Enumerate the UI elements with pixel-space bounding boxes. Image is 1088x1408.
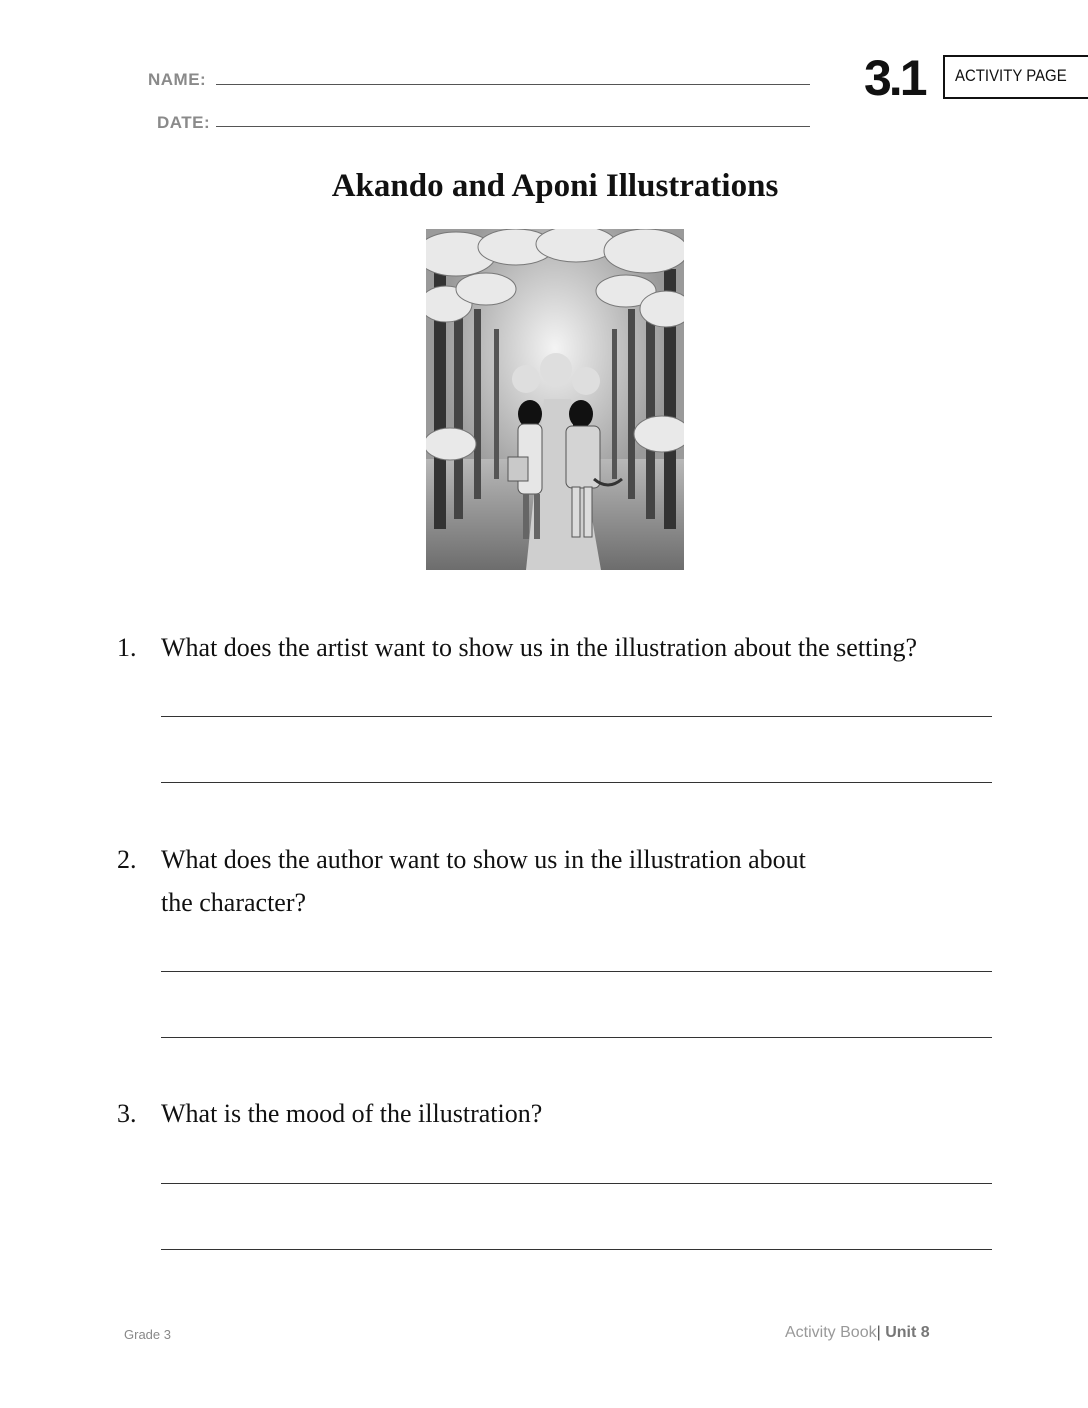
name-field[interactable] [216,84,810,85]
question-number: 2. [117,845,137,874]
question-number: 3. [117,1099,137,1128]
activity-number: 3.1 [864,50,925,106]
footer-book-unit [785,1324,930,1342]
answer-line-3a[interactable] [161,1183,992,1184]
answer-line-2a[interactable] [161,971,992,972]
answer-line-1b[interactable] [161,782,992,783]
footer-unit: Unit 8 [885,1324,930,1341]
page-title: Akando and Aponi Illustrations [331,168,779,204]
date-field[interactable] [216,126,810,127]
answer-line-2b[interactable] [161,1037,992,1038]
question-text-line-1: What does the author want to show us in the illustration about [161,845,806,874]
footer-grade: Grade 3 [124,1327,171,1342]
name-label: NAME: [148,70,207,89]
footer-book: Activity Book [785,1324,877,1341]
activity-page-label: ACTIVITY PAGE [955,66,1067,85]
question-number: 1. [117,633,137,662]
question-text: What does the artist want to show us in the illustration about the setting? [161,633,918,662]
footer-separator: | [876,1324,881,1341]
answer-line-1a[interactable] [161,716,992,717]
answer-line-3b[interactable] [161,1249,992,1250]
question-text: What is the mood of the illustration? [161,1099,543,1128]
forest-path-illustration [426,229,684,570]
date-label: DATE: [157,113,211,132]
question-text-line-2: the character? [161,888,307,917]
